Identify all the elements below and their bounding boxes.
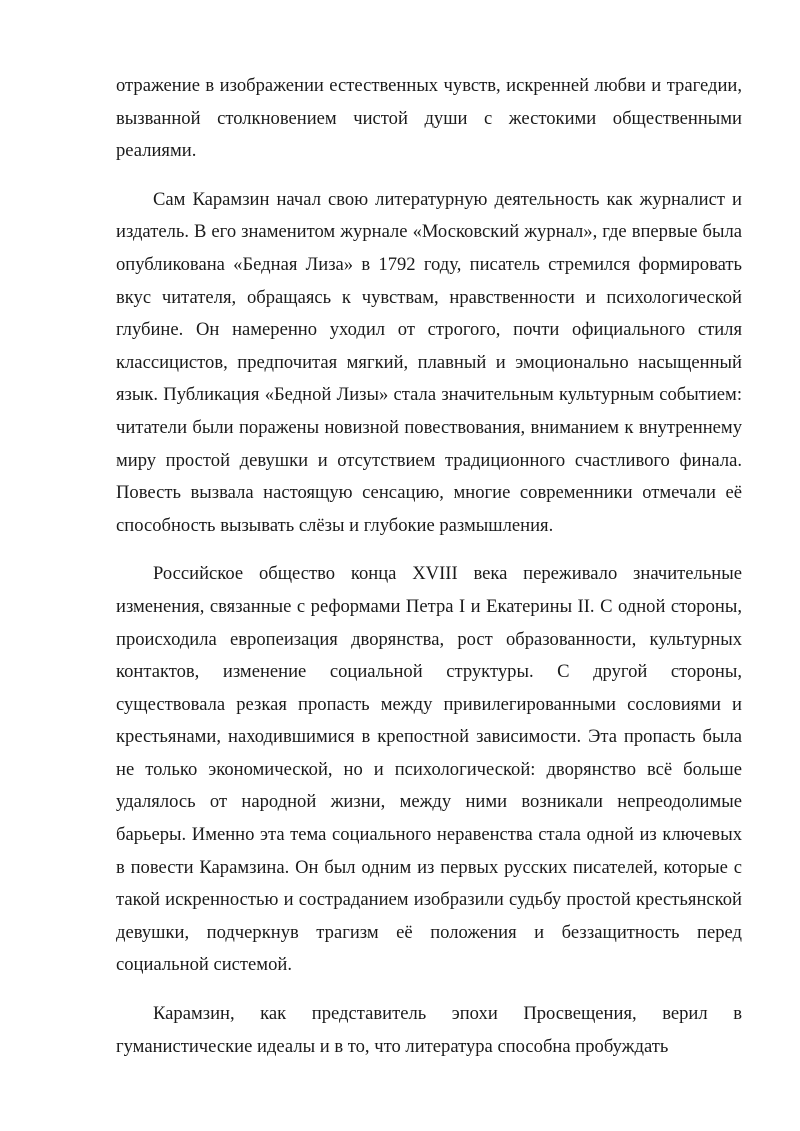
paragraph-karamzin-journalism: Сам Карамзин начал свою литературную деятельность как журналист и издатель. В его знаменитом журнале «Московский журнал», где впервые была опубликована «Бедная Лиза» в 1792 году, писатель стремился формировать вкус читателя, обращаясь к чувствам, нравственности и психологической глубине. Он намеренно уходил от строгого, почти официального стиля классицистов, предпочитая мягкий, плавный и эмоционально насыщенный язык. Публикация «Бедной Лизы» стала значительным культурным событием: читатели были поражены новизной повествования, вниманием к внутреннему миру простой девушки и отсутствием традиционного счастливого финала. Повесть вызвала настоящую сенсацию, многие современники отмечали её способность вызывать слёзы и глубокие размышления.: [116, 188, 742, 536]
paragraph-russian-society: Российское общество конца XVIII века переживало значительные изменения, связанные с реформами Петра I и Екатерины II. С одной стороны, происходила европеизация дворянства, рост образованности, культурных контактов, изменение социальной структуры. С другой стороны, существовала резкая пропасть между привилегированными сословиями и крестьянами, находившимися в крепостной зависимости. Эта пропасть была не только экономической, но и психологической: дворянство всё больше удалялось от народной жизни, между ними возникали непреодолимые барьеры. Именно эта тема социального неравенства стала одной из ключевых в повести Карамзина. Он был одним из первых русских писателей, которые с такой искренностью и состраданием изобразили судьбу простой крестьянской девушки, подчеркнув трагизм её положения и беззащитность перед социальной системой.: [116, 563, 742, 976]
paragraph-enlightenment: Карамзин, как представитель эпохи Просвещения, верил в гуманистические идеалы и в то, что литература способна пробуждать: [116, 1003, 742, 1057]
body-text: [116, 70, 742, 1079]
paragraph-continued: отражение в изображении естественных чувств, искренней любви и трагедии, вызванной столкновением чистой души с жестокими общественными реалиями.: [116, 75, 742, 162]
